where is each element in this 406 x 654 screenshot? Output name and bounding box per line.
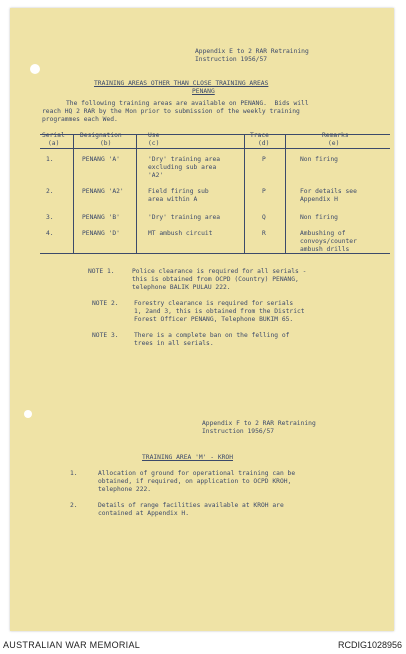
note-label: NOTE 3. bbox=[92, 332, 119, 339]
column-header: Serial bbox=[42, 132, 65, 139]
appendix-f-header-line2: Instruction 1956/57 bbox=[202, 428, 275, 435]
note-text: Forestry clearance is required for serials bbox=[134, 300, 294, 307]
document-page bbox=[10, 8, 394, 631]
table-cell-remarks: Non firing bbox=[300, 156, 338, 163]
table-cell-trace: Q bbox=[262, 214, 266, 221]
table-cell-designation: PENANG 'A' bbox=[82, 156, 120, 163]
column-header: Trace bbox=[250, 132, 269, 139]
item-text: contained at Appendix H. bbox=[98, 510, 189, 517]
table-cell-serial: 4. bbox=[46, 230, 54, 237]
table-cell-trace: P bbox=[262, 188, 266, 195]
table-cell-remarks: For details see bbox=[300, 188, 357, 195]
table-cell-designation: PENANG 'A2' bbox=[82, 188, 124, 195]
table-cell-trace: P bbox=[262, 156, 266, 163]
column-divider bbox=[285, 135, 286, 253]
note-text: Forest Officer PENANG, Telephone BUKIM 65. bbox=[134, 316, 294, 323]
column-letter: (e) bbox=[328, 140, 340, 147]
item-number: 2. bbox=[70, 502, 78, 509]
table-cell-use: 'Dry' training area bbox=[148, 214, 221, 221]
table-cell-trace: R bbox=[262, 230, 266, 237]
archive-name: AUSTRALIAN WAR MEMORIAL bbox=[3, 640, 141, 650]
column-divider bbox=[244, 135, 245, 253]
table-cell-serial: 2. bbox=[46, 188, 54, 195]
table-cell-serial: 1. bbox=[46, 156, 54, 163]
intro-line: The following training areas are available on PENANG. Bids will bbox=[66, 100, 309, 107]
column-header: Remarks bbox=[322, 132, 349, 139]
section-title: TRAINING AREA 'M' - KROH bbox=[142, 454, 233, 461]
item-number: 1. bbox=[70, 470, 78, 477]
table-cell-use: area within A bbox=[148, 196, 198, 203]
intro-line: programmes each Wed. bbox=[42, 116, 118, 123]
punch-hole bbox=[30, 64, 40, 74]
note-text: 1, 2and 3, this is obtained from the District bbox=[134, 308, 305, 315]
table-cell-use: Field firing sub bbox=[148, 188, 209, 195]
note-text: telephone BALIK PULAU 222. bbox=[132, 284, 231, 291]
table-cell-remarks: convoys/counter bbox=[300, 238, 357, 245]
note-text: this is obtained from OCPD (Country) PENANG, bbox=[132, 276, 299, 283]
appendix-e-header-line2: Instruction 1956/57 bbox=[195, 56, 268, 63]
appendix-f-header-line1: Appendix F to 2 RAR Retraining bbox=[202, 420, 316, 427]
archive-id: RCDIG1028956 bbox=[337, 640, 402, 650]
punch-hole bbox=[24, 410, 32, 418]
table-cell-use: 'Dry' training area bbox=[148, 156, 221, 163]
column-header: Use bbox=[148, 132, 160, 139]
table-cell-use: excluding sub area bbox=[148, 164, 217, 171]
intro-line: reach HQ 2 RAR by the Mon prior to submission of the weekly training bbox=[42, 108, 300, 115]
table-cell-use: 'A2' bbox=[148, 172, 164, 179]
column-divider bbox=[136, 135, 137, 253]
note-label: NOTE 1. bbox=[88, 268, 115, 275]
column-letter: (d) bbox=[258, 140, 270, 147]
column-letter: (b) bbox=[100, 140, 112, 147]
table-cell-remarks: Non firing bbox=[300, 214, 338, 221]
item-text: Allocation of ground for operational training can be bbox=[98, 470, 296, 477]
note-text: trees in all serials. bbox=[134, 340, 214, 347]
item-text: Details of range facilities available at KROH are bbox=[98, 502, 284, 509]
item-text: obtained, if required, on application to OCPD KROH, bbox=[98, 478, 292, 485]
table-cell-remarks: ambush drills bbox=[300, 246, 350, 253]
note-text: There is a complete ban on the felling of bbox=[134, 332, 290, 339]
column-letter: (a) bbox=[48, 140, 60, 147]
table-cell-remarks: Appendix H bbox=[300, 196, 338, 203]
column-header: Designation bbox=[80, 132, 122, 139]
table-cell-designation: PENANG 'B' bbox=[82, 214, 120, 221]
table-cell-remarks: Ambushing of bbox=[300, 230, 346, 237]
note-label: NOTE 2. bbox=[92, 300, 119, 307]
table-header-rule bbox=[40, 148, 390, 149]
table-cell-designation: PENANG 'D' bbox=[82, 230, 120, 237]
item-text: telephone 222. bbox=[98, 486, 152, 493]
column-divider bbox=[73, 135, 74, 253]
document-subtitle: PENANG bbox=[192, 88, 215, 95]
appendix-e-header-line1: Appendix E to 2 RAR Retraining bbox=[195, 48, 309, 55]
archive-footer bbox=[0, 634, 406, 654]
column-letter: (c) bbox=[148, 140, 160, 147]
table-cell-use: MT ambush circuit bbox=[148, 230, 213, 237]
table-cell-serial: 3. bbox=[46, 214, 54, 221]
note-text: Police clearance is required for all serials - bbox=[132, 268, 307, 275]
document-title: TRAINING AREAS OTHER THAN CLOSE TRAINING AREAS bbox=[94, 80, 269, 87]
